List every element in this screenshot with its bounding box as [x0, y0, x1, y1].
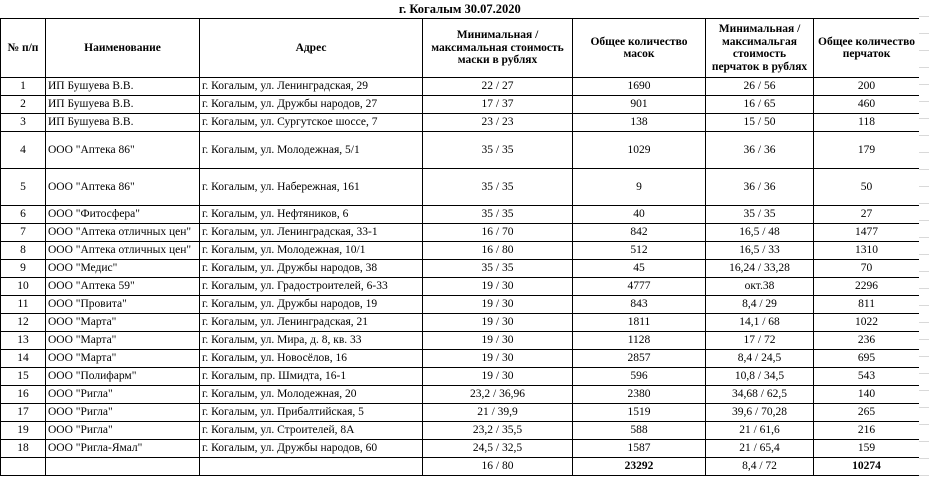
cell-address: г. Когалым, ул. Новосёлов, 16: [200, 350, 423, 368]
cell-name: ООО "Фитосфера": [46, 206, 200, 224]
cell-name: ИП Бушуева В.В.: [46, 114, 200, 132]
cell-glove-total: 460: [814, 96, 920, 114]
cell-name: ООО "Марта": [46, 314, 200, 332]
totals-blank-cell: [1, 458, 46, 476]
cell-mask-price: 23 / 23: [423, 114, 573, 132]
cell-name: ООО "Ригла-Ямал": [46, 440, 200, 458]
cell-num: 10: [1, 278, 46, 296]
cell-mask-total: 842: [573, 224, 706, 242]
cell-address: г. Когалым, ул. Дружбы народов, 19: [200, 296, 423, 314]
table-row: [1, 96, 920, 114]
cell-glove-price: 8,4 / 29: [706, 296, 814, 314]
cell-mask-total: 1029: [573, 132, 706, 169]
cell-mask-total: 1587: [573, 440, 706, 458]
cell-glove-total: 159: [814, 440, 920, 458]
cell-address: г. Когалым, ул. Молодежная, 20: [200, 386, 423, 404]
cell-mask-price: 23,2 / 35,5: [423, 422, 573, 440]
cell-mask-total: 9: [573, 169, 706, 206]
cell-name: ООО "Марта": [46, 332, 200, 350]
cell-num: 15: [1, 368, 46, 386]
cell-glove-price: 16,5 / 48: [706, 224, 814, 242]
header-glove-price: Минимальная / максимальгая стоимость перчаток в рублях: [706, 19, 814, 78]
cell-num: 4: [1, 132, 46, 169]
cell-num: 19: [1, 422, 46, 440]
cell-address: г. Когалым, ул. Прибалтийская, 5: [200, 404, 423, 422]
cell-mask-price: 19 / 30: [423, 296, 573, 314]
table-row: [1, 260, 920, 278]
cell-glove-total: 27: [814, 206, 920, 224]
table-row: [1, 278, 920, 296]
cell-mask-price: 19 / 30: [423, 350, 573, 368]
table-row: [1, 114, 920, 132]
total-glove-price: 8,4 / 72: [706, 458, 814, 476]
cell-glove-total: 70: [814, 260, 920, 278]
table-row: [1, 440, 920, 458]
cell-name: ООО "Аптека 86": [46, 169, 200, 206]
cell-address: г. Когалым, ул. Молодежная, 10/1: [200, 242, 423, 260]
cell-glove-total: 216: [814, 422, 920, 440]
cell-mask-total: 2857: [573, 350, 706, 368]
cell-name: ООО "Ригла": [46, 386, 200, 404]
cell-num: 17: [1, 404, 46, 422]
cell-num: 13: [1, 332, 46, 350]
table-row: [1, 132, 920, 169]
totals-blank-cell: [200, 458, 423, 476]
cell-glove-total: 811: [814, 296, 920, 314]
cell-address: г. Когалым, ул. Ленинградская, 29: [200, 78, 423, 96]
cell-mask-price: 35 / 35: [423, 260, 573, 278]
cell-glove-total: 695: [814, 350, 920, 368]
cell-mask-price: 16 / 80: [423, 242, 573, 260]
cell-num: 14: [1, 350, 46, 368]
cell-address: г. Когалым, ул. Ленинградская, 33-1: [200, 224, 423, 242]
cell-mask-price: 19 / 30: [423, 368, 573, 386]
cell-num: 2: [1, 96, 46, 114]
cell-glove-price: 36 / 36: [706, 132, 814, 169]
cell-mask-total: 596: [573, 368, 706, 386]
table-row: [1, 404, 920, 422]
total-mask-total: 23292: [573, 458, 706, 476]
cell-name: ООО "Полифарм": [46, 368, 200, 386]
cell-address: г. Когалым, ул. Молодежная, 5/1: [200, 132, 423, 169]
cell-mask-total: 4777: [573, 278, 706, 296]
cell-glove-total: 50: [814, 169, 920, 206]
cell-mask-total: 512: [573, 242, 706, 260]
cell-mask-total: 2380: [573, 386, 706, 404]
cell-glove-total: 1310: [814, 242, 920, 260]
header-row: [1, 19, 920, 78]
header-mask-price: Минимальная / максимальная стоимость маски в рублях: [423, 19, 573, 78]
table-title: г. Когалым 30.07.2020: [1, 0, 920, 19]
cell-glove-total: 543: [814, 368, 920, 386]
cell-glove-price: окт.38: [706, 278, 814, 296]
header-name: Наименование: [46, 19, 200, 78]
cell-mask-total: 1811: [573, 314, 706, 332]
cell-glove-total: 200: [814, 78, 920, 96]
table-row: [1, 78, 920, 96]
cell-name: ИП Бушуева В.В.: [46, 78, 200, 96]
cell-mask-total: 843: [573, 296, 706, 314]
cell-name: ООО "Ригла": [46, 422, 200, 440]
cell-mask-price: 17 / 37: [423, 96, 573, 114]
cell-mask-price: 19 / 30: [423, 278, 573, 296]
cell-mask-price: 19 / 30: [423, 314, 573, 332]
cell-glove-total: 265: [814, 404, 920, 422]
cell-glove-price: 10,8 / 34,5: [706, 368, 814, 386]
cell-mask-price: 35 / 35: [423, 206, 573, 224]
cell-mask-price: 24,5 / 32,5: [423, 440, 573, 458]
table-row: [1, 422, 920, 440]
totals-row: [1, 458, 920, 476]
cell-glove-price: 39,6 / 70,28: [706, 404, 814, 422]
cell-glove-price: 35 / 35: [706, 206, 814, 224]
cell-name: ООО "Аптека 86": [46, 132, 200, 169]
cell-num: 7: [1, 224, 46, 242]
cell-address: г. Когалым, ул. Сургутское шоссе, 7: [200, 114, 423, 132]
cell-name: ООО "Медис": [46, 260, 200, 278]
table-row: [1, 368, 920, 386]
cell-address: г. Когалым, ул. Нефтяников, 6: [200, 206, 423, 224]
cell-num: 9: [1, 260, 46, 278]
header-num: № п/п: [1, 19, 46, 78]
cell-glove-total: 236: [814, 332, 920, 350]
cell-mask-total: 1519: [573, 404, 706, 422]
cell-glove-price: 16 / 65: [706, 96, 814, 114]
cell-address: г. Когалым, ул. Набережная, 161: [200, 169, 423, 206]
cell-address: г. Когалым, ул. Градостроителей, 6-33: [200, 278, 423, 296]
cell-mask-total: 588: [573, 422, 706, 440]
cell-mask-price: 21 / 39,9: [423, 404, 573, 422]
cell-name: ООО "Марта": [46, 350, 200, 368]
cell-name: ООО "Аптека отличных цен": [46, 242, 200, 260]
cell-mask-total: 1690: [573, 78, 706, 96]
cell-num: 1: [1, 78, 46, 96]
cell-num: 8: [1, 242, 46, 260]
cell-num: 16: [1, 386, 46, 404]
table-row: [1, 350, 920, 368]
total-glove-total: 10274: [814, 458, 920, 476]
cell-num: 12: [1, 314, 46, 332]
cell-glove-price: 16,24 / 33,28: [706, 260, 814, 278]
header-mask-total: Общее количество масок: [573, 19, 706, 78]
cell-mask-total: 40: [573, 206, 706, 224]
cell-name: ООО "Ригла": [46, 404, 200, 422]
cell-glove-price: 26 / 56: [706, 78, 814, 96]
table-row: [1, 242, 920, 260]
cell-glove-total: 1477: [814, 224, 920, 242]
cell-glove-price: 15 / 50: [706, 114, 814, 132]
spreadsheet-grid-right: [919, 0, 929, 486]
table-row: [1, 332, 920, 350]
cell-mask-price: 35 / 35: [423, 132, 573, 169]
cell-address: г. Когалым, ул. Ленинградская, 21: [200, 314, 423, 332]
cell-glove-price: 21 / 61,6: [706, 422, 814, 440]
cell-address: г. Когалым, ул. Дружбы народов, 27: [200, 96, 423, 114]
cell-name: ООО "Аптека отличных цен": [46, 224, 200, 242]
cell-num: 6: [1, 206, 46, 224]
cell-address: г. Когалым, ул. Мира, д. 8, кв. 33: [200, 332, 423, 350]
cell-name: ООО "Провита": [46, 296, 200, 314]
cell-mask-total: 138: [573, 114, 706, 132]
cell-mask-total: 901: [573, 96, 706, 114]
cell-glove-price: 34,68 / 62,5: [706, 386, 814, 404]
cell-mask-price: 16 / 70: [423, 224, 573, 242]
cell-mask-price: 19 / 30: [423, 332, 573, 350]
cell-num: 3: [1, 114, 46, 132]
table-row: [1, 169, 920, 206]
cell-num: 5: [1, 169, 46, 206]
cell-address: г. Когалым, ул. Дружбы народов, 60: [200, 440, 423, 458]
cell-glove-price: 17 / 72: [706, 332, 814, 350]
cell-glove-total: 140: [814, 386, 920, 404]
cell-mask-total: 45: [573, 260, 706, 278]
header-address: Адрес: [200, 19, 423, 78]
cell-glove-price: 21 / 65,4: [706, 440, 814, 458]
cell-glove-price: 8,4 / 24,5: [706, 350, 814, 368]
cell-glove-total: 118: [814, 114, 920, 132]
table-row: [1, 206, 920, 224]
cell-glove-total: 1022: [814, 314, 920, 332]
cell-glove-total: 2296: [814, 278, 920, 296]
cell-mask-price: 35 / 35: [423, 169, 573, 206]
cell-glove-total: 179: [814, 132, 920, 169]
cell-glove-price: 14,1 / 68: [706, 314, 814, 332]
cell-glove-price: 36 / 36: [706, 169, 814, 206]
cell-mask-price: 22 / 27: [423, 78, 573, 96]
cell-name: ИП Бушуева В.В.: [46, 96, 200, 114]
cell-num: 18: [1, 440, 46, 458]
cell-address: г. Когалым, ул. Дружбы народов, 38: [200, 260, 423, 278]
cell-address: г. Когалым, ул. Строителей, 8А: [200, 422, 423, 440]
totals-blank-cell: [46, 458, 200, 476]
cell-glove-price: 16,5 / 33: [706, 242, 814, 260]
cell-num: 11: [1, 296, 46, 314]
table-row: [1, 386, 920, 404]
cell-name: ООО "Аптека 59": [46, 278, 200, 296]
header-glove-total: Общее количество перчаток: [814, 19, 920, 78]
cell-mask-total: 1128: [573, 332, 706, 350]
total-mask-price: 16 / 80: [423, 458, 573, 476]
cell-mask-price: 23,2 / 36,96: [423, 386, 573, 404]
table-row: [1, 224, 920, 242]
table-row: [1, 296, 920, 314]
cell-address: г. Когалым, пр. Шмидта, 16-1: [200, 368, 423, 386]
table-row: [1, 314, 920, 332]
